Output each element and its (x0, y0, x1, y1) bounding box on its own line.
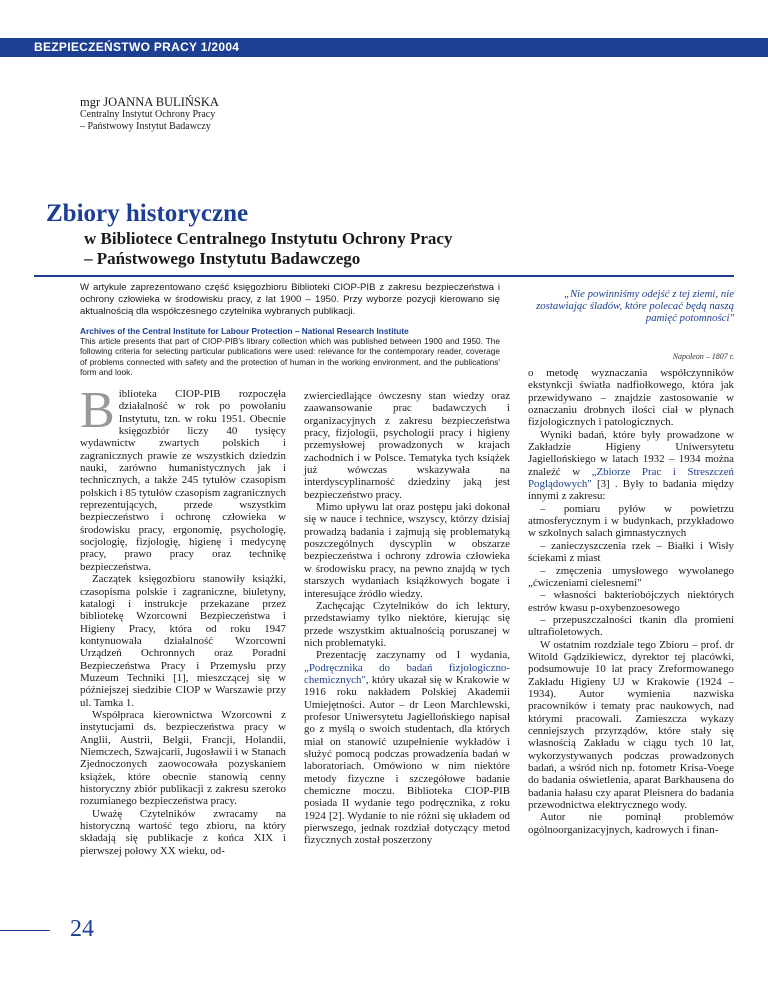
motto-source: Napoleon – 1807 r. (672, 352, 734, 361)
abstract-polish: W artykule zaprezentowano część księgozbioru Biblioteki CIOP-PIB z zakresu bezpieczeństwa i ochrony człowieka w środowisku pracy, z lat 1900 – 1950. Przy wyborze pozycji kierowano się aktualnością dla współczesnego czytelnika wybranych publikacji. (80, 282, 500, 317)
paragraph: Zachęcając Czytelników do ich lektury, przedstawiamy tylko niektóre, kierując się przede wszystkim aktualnością poruszanej w nich problematyki. (304, 599, 510, 649)
list-item: – zanieczyszczenia rzek – Białki i Wisły ściekami z miast (528, 539, 734, 565)
journal-title: BEZPIECZEŃSTWO PRACY 1/2004 (34, 40, 240, 54)
paragraph (304, 649, 510, 847)
book-title-link[interactable]: „Podręcznika do badań fizjologiczno-chemicznych" (304, 661, 510, 686)
page-top (0, 0, 768, 42)
list-item: – zmęczenia umysłowego wywołanego „ćwiczeniami cielesnemi" (528, 564, 734, 589)
paragraph: W ostatnim rozdziale tego Zbioru – prof. dr Witold Gądzikiewicz, dyrektor tej placówki, podsumowuje 10 lat pracy Zreformowanego Zakładu Higieny UJ w Krakowie (1924 – 1934). Autor wymienia nazwiska pracowników i tematy prac naukowych, nad którymi pracowali. Zamieszcza wykazy cenniejszych przyrządów, które stały się własnością Zakładu w ciągu tych 10 lat, wykorzystywanych podczas prowadzonych badań, a wśród nich np. fotometr Krisa-Voege do badania oświetlenia, aparat Barkhausena do badania hałasu czy aparat Pleisnera do badania przewodnictwa elektrycznego wody. (528, 638, 734, 812)
list-item: – własności bakteriobójczych niektórych estrów kwasu p-oxybenzoesowego (528, 589, 734, 614)
paragraph: iblioteka CIOP-PIB rozpoczęła działalność w rok po powołaniu Instytutu, tzn. w roku 1951. Obecnie księgozbiór liczy 40 tysięcy wydawnictw zwartych polskich i zagranicznych prawie ze wszystkich dziedzin nauki, zarówno humanistycznych jak i technicznych, a także 245 tytułów czasopism polskich i 85 tytułów czasopism zagranicznych reprezentujących, przede wszystkim bezpieczeństwo i ochronę człowieka w środowisku pracy, ergonomię, psychologię, socjologię, fizjologię, higienę i medycynę pracy, prawo pracy oraz technikę bezpieczeństwa. (80, 388, 286, 573)
author-name: mgr JOANNA BULIŃSKA (80, 95, 219, 109)
author-block (80, 96, 219, 132)
list-item: – przepuszczalności tkanin dla promieni ultrafioletowych. (528, 613, 734, 639)
paragraph: Uważę Czytelników zwracamy na historyczną wartość tego zbioru, na który składają się publikacje z końca XIX i pierwszej połowy XX wieku, od- (80, 807, 286, 857)
subtitle-line-1: w Bibliotece Centralnego Instytutu Ochrony Pracy (84, 229, 453, 248)
paragraph: o metodę wyznaczania współczynników ekstynkcji światła nadfiołkowego, która jak przewidywano – znajdzie zastosowanie w oznaczaniu drobnych ilości ciał w płynach fizjologicznych i patologicznych. (528, 367, 734, 429)
paragraph: Zaczątek księgozbioru stanowiły książki, czasopisma polskie i zagraniczne, biuletyny, katalogi i instrukcje przekazane przez bibliotekę Wzorcowni Bezpieczeństwa i Higieny Pracy, która od roku 1947 kontynuowała działalność Wzorcowni Urządzeń Ochronnych oraz Poradni Bezpieczeństwa Pracy i Przemysłu przy Muzeum Techniki [1], mieszczącej się w późniejszej siedzibie CIOP w Warszawie przy ul. Tamka 1. (80, 573, 286, 709)
journal-header-band (0, 38, 768, 57)
text-run: , który ukazał się w Krakowie w 1916 roku nakładem Polskiej Akademii Umiejętności. Autor – dr Leon Marchlewski, profesor Uniwersytetu Jagiellońskiego napisał go z myślą o swoich studentach, dla których miał on stanowić uzupełnienie wykładów i służyć pomocą podczas prowadzenia badań w laboratoriach. Omówiono w nim niektóre metody fizyczne i szczegółowe badanie chemiczne moczu. Biblioteka CIOP-PIB posiada II wydanie tego podręcznika, z roku 1924 [2]. Wydanie to nie różni się układem od pierwszego, jednak rozdział dotyczący metod fizycznych został poszerzony (304, 673, 510, 847)
page-number: 24 (70, 916, 94, 942)
paragraph: zwierciedlające ówczesny stan wiedzy oraz zaawansowanie prac badawczych i organizacyjnych z zakresu bezpieczeństwa pracy, fizjologii, psychologii pracy i higieny przemysłowej prowadzonych w krajach zachodnich i w Polsce. Tematyka tych książek już wówczas wskazywała na interdyscyplinarność dziedziny jaką jest bezpieczeństwo pracy. (304, 390, 510, 501)
text-column-1 (80, 382, 286, 857)
author-affiliation-2: – Państwowy Instytut Badawczy (80, 120, 211, 132)
paragraph: Autor nie pominął problemów ogólnoorganizacyjnych, kadrowych i finan- (528, 811, 734, 836)
drop-cap: B (80, 382, 115, 439)
list-item: – pomiaru pyłów w powietrzu atmosferycznym i w budynkach, przykładowo w szkolnych salach gimnastycznych (528, 502, 734, 540)
paragraph: Mimo upływu lat oraz postępu jaki dokonał się w nauce i technice, wszyscy, którzy dzisiaj prowadzą badania i zajmują się problematyką poszczególnych dyscyplin w obszarze bezpieczeństwa i ochrony zdrowia człowieka w środowisku pracy, na pewno znajdą w tych starszych wydaniach książkowych bogate i interesujące źródło wiedzy. (304, 501, 510, 600)
page-number-rule (0, 930, 50, 931)
text-run: [3] . Były to badania między innymi z zakresu: (528, 478, 734, 503)
article-subtitle (84, 229, 452, 269)
abstract-english: This article presents that part of CIOP-PIB's library collection which was published between 1900 and 1950. The following criteria for selecting particular publications were used: relevance for the contemporary reader, coverage of problems connected with safety and the protection of human in the working environment, and the publications' form and look. (80, 336, 500, 378)
text-run: Prezentację zaczynamy od I wydania, (316, 649, 510, 662)
text-column-3 (528, 367, 734, 836)
paragraph (528, 429, 734, 503)
motto-quote: „Nie powinniśmy odejść z tej ziemi, nie zostawiając śladów, które polecać będą naszą pamięć potomności" (536, 288, 734, 324)
subtitle-line-2: – Państwowego Instytutu Badawczego (84, 249, 361, 268)
book-title-link[interactable]: „Zbiorze Prac i Streszczeń Poglądowych" (528, 465, 735, 491)
article-title: Zbiory historyczne (46, 200, 249, 227)
title-divider (34, 275, 734, 277)
author-affiliation-1: Centralny Instytut Ochrony Pracy (80, 109, 216, 120)
text-run: Wyniki badań, które były prowadzone w Zakładzie Higieny Uniwersytetu Jagiellońskiego w latach 1932 – 1934 można znaleźć w (528, 428, 734, 478)
paragraph: Współpraca kierownictwa Wzorcowni z instytucjami ds. bezpieczeństwa pracy w Anglii, Austrii, Belgii, Francji, Holandii, Niemczech, Szwajcarii, Jugosławii i w Stanach Zjednoczonych zaowocowała pozyskaniem książek, które obecnie stanowią cenny historyczny zbiór publikacji z zakresu szeroko rozumianego bezpieczeństwa pracy. (80, 708, 286, 808)
text-column-2 (304, 390, 510, 847)
abstract-english-title: Archives of the Central Institute for Labour Protection – National Research Institute (80, 326, 409, 336)
